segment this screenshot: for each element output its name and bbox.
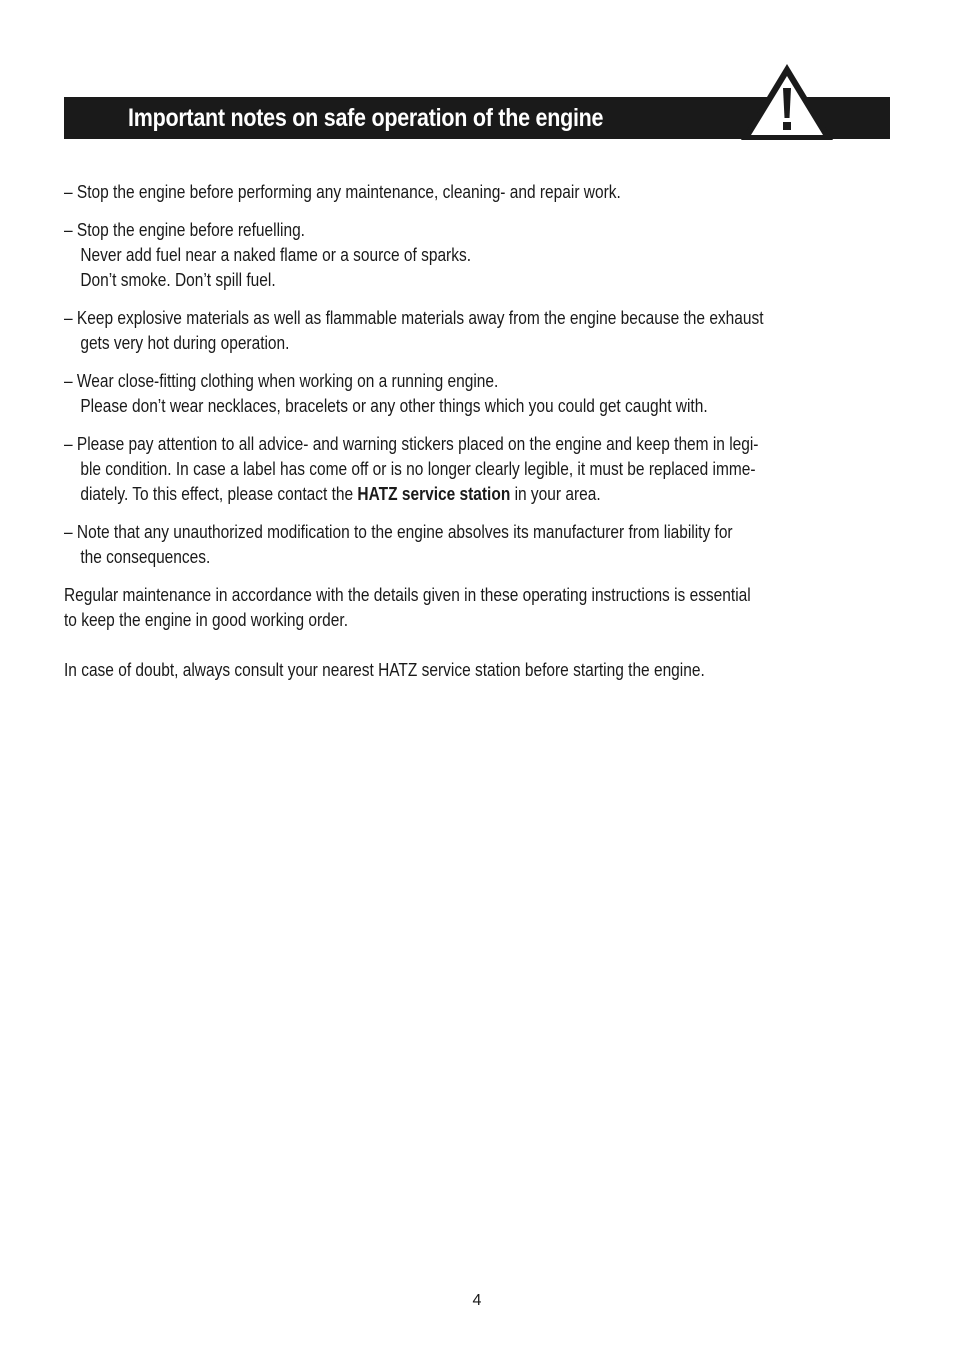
note-line: Don’t smoke. Don’t spill fuel. bbox=[80, 270, 276, 290]
doubt-paragraph bbox=[64, 658, 890, 683]
note-line: – Stop the engine before performing any maintenance, cleaning- and repair work. bbox=[64, 182, 621, 202]
note-line bbox=[64, 482, 774, 507]
note-text: in your area. bbox=[510, 484, 601, 504]
hatz-service-station-emphasis: HATZ service station bbox=[357, 484, 511, 504]
note-item bbox=[64, 432, 890, 507]
note-line: – Wear close-fitting clothing when working on a running engine. bbox=[64, 371, 499, 391]
note-item bbox=[64, 218, 890, 293]
note-item bbox=[64, 306, 890, 356]
note-line: the consequences. bbox=[80, 547, 211, 567]
section-title: Important notes on safe operation of the engine bbox=[128, 104, 604, 132]
notes-content bbox=[64, 180, 890, 708]
paragraph-line: to keep the engine in good working order. bbox=[64, 610, 349, 630]
maintenance-paragraph bbox=[64, 583, 890, 633]
note-item bbox=[64, 369, 890, 419]
note-line: ble condition. In case a label has come off or is no longer clearly legible, it must be replaced imme- bbox=[80, 459, 756, 479]
page-number: 4 bbox=[472, 1292, 482, 1309]
paragraph-line: In case of doubt, always consult your nearest HATZ service station before starting the engine. bbox=[64, 660, 705, 680]
note-line: Never add fuel near a naked flame or a source of sparks. bbox=[80, 245, 471, 265]
note-line: Please don’t wear necklaces, bracelets or any other things which you could get caught with. bbox=[80, 396, 708, 416]
paragraph-line: Regular maintenance in accordance with the details given in these operating instructions is essential bbox=[64, 585, 751, 605]
note-line: – Stop the engine before refuelling. bbox=[64, 220, 305, 240]
note-line: gets very hot during operation. bbox=[80, 333, 290, 353]
note-item bbox=[64, 520, 890, 570]
note-line: – Please pay attention to all advice- and warning stickers placed on the engine and keep them in legi- bbox=[64, 434, 759, 454]
note-line: – Note that any unauthorized modification to the engine absolves its manufacturer from liability for bbox=[64, 522, 733, 542]
warning-triangle-icon bbox=[738, 60, 836, 144]
note-item bbox=[64, 180, 890, 205]
note-line: – Keep explosive materials as well as flammable materials away from the engine because the exhaust bbox=[64, 308, 764, 328]
note-text: diately. To this effect, please contact the bbox=[80, 484, 358, 504]
